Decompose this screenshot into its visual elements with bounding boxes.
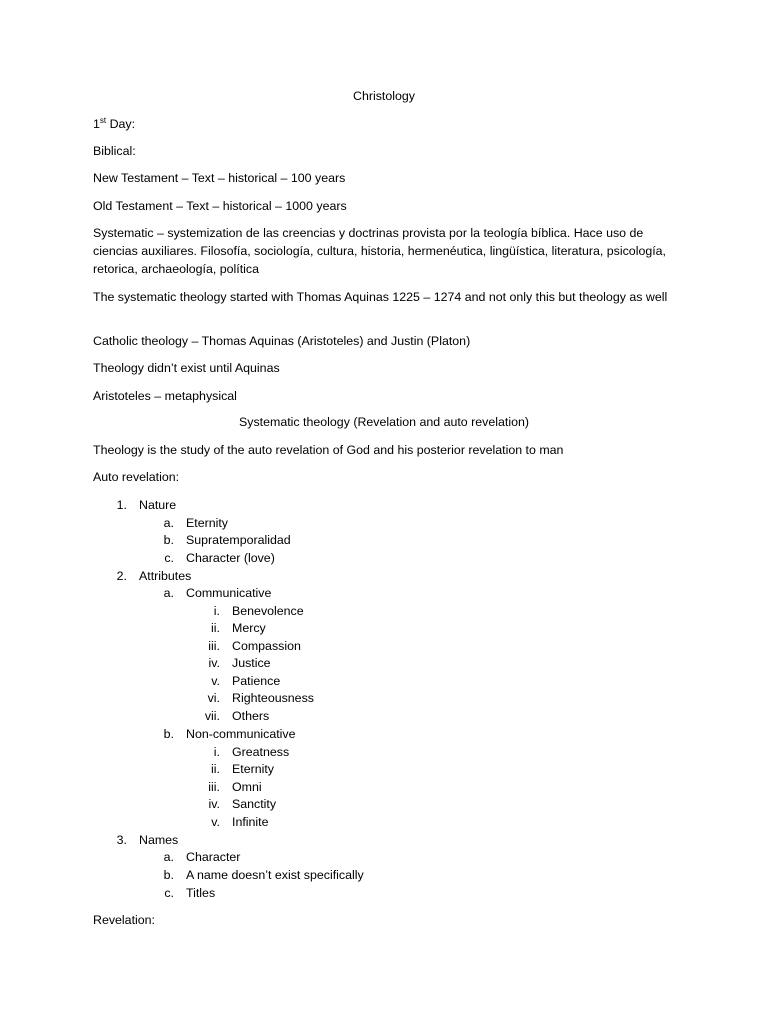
list-marker: v. bbox=[211, 674, 220, 688]
catholic-theology-line: Catholic theology – Thomas Aquinas (Aristoteles) and Justin (Platon) bbox=[93, 334, 471, 348]
aquinas-paragraph: The systematic theology started with Thomas Aquinas 1225 – 1274 and not only this but theology as well bbox=[93, 290, 668, 304]
list-marker: a. bbox=[163, 516, 174, 530]
list-item: Communicative bbox=[186, 586, 272, 600]
list-item: Others bbox=[232, 709, 270, 723]
list-marker: iii. bbox=[208, 780, 220, 794]
list-item: Titles bbox=[186, 886, 216, 900]
list-marker: b. bbox=[163, 868, 174, 882]
aristoteles-line: Aristoteles – metaphysical bbox=[93, 389, 237, 403]
day-label: Day: bbox=[106, 117, 136, 131]
theology-definition: Theology is the study of the auto revelation of God and his posterior revelation to man bbox=[93, 443, 564, 457]
list-item: Attributes bbox=[139, 569, 192, 583]
list-item: Benevolence bbox=[232, 604, 304, 618]
page-title: Christology bbox=[353, 89, 415, 103]
list-marker: ii. bbox=[211, 762, 220, 776]
biblical-heading: Biblical: bbox=[93, 144, 136, 158]
auto-revelation-heading: Auto revelation: bbox=[93, 470, 180, 484]
list-marker: vii. bbox=[204, 709, 220, 723]
list-marker: b. bbox=[163, 727, 174, 741]
list-item: Nature bbox=[139, 498, 177, 512]
list-item: Omni bbox=[232, 780, 262, 794]
list-item: Eternity bbox=[186, 516, 229, 530]
list-item: Supratemporalidad bbox=[186, 533, 291, 547]
list-marker: b. bbox=[163, 533, 174, 547]
list-item: Greatness bbox=[232, 745, 290, 759]
list-item: Character bbox=[186, 850, 241, 864]
new-testament-line: New Testament – Text – historical – 100 years bbox=[93, 171, 346, 185]
list-marker: vi. bbox=[207, 691, 220, 705]
list-item: Sanctity bbox=[232, 797, 277, 811]
list-item: Non-communicative bbox=[186, 727, 296, 741]
list-marker: 2. bbox=[116, 569, 127, 583]
systematic-subheading: Systematic theology (Revelation and auto revelation) bbox=[239, 415, 529, 429]
list-marker: 3. bbox=[116, 833, 127, 847]
list-marker: 1. bbox=[116, 498, 127, 512]
day-number: 1 bbox=[93, 117, 100, 131]
revelation-heading: Revelation: bbox=[93, 913, 155, 927]
list-item: Mercy bbox=[232, 621, 266, 635]
list-item: Names bbox=[139, 833, 179, 847]
list-marker: i. bbox=[213, 604, 220, 618]
list-marker: a. bbox=[163, 850, 174, 864]
day-suffix: st bbox=[99, 115, 107, 125]
list-marker: ii. bbox=[211, 621, 220, 635]
list-marker: a. bbox=[163, 586, 174, 600]
day-heading bbox=[93, 116, 135, 132]
list-item: Infinite bbox=[232, 815, 269, 829]
list-item: Patience bbox=[232, 674, 281, 688]
list-item: Compassion bbox=[232, 639, 301, 653]
list-item: Eternity bbox=[232, 762, 275, 776]
list-marker: v. bbox=[211, 815, 220, 829]
list-item: Righteousness bbox=[232, 691, 314, 705]
list-marker: i. bbox=[213, 745, 220, 759]
list-marker: c. bbox=[164, 886, 174, 900]
theology-didnt-exist-line: Theology didn’t exist until Aquinas bbox=[93, 361, 280, 375]
old-testament-line: Old Testament – Text – historical – 1000 years bbox=[93, 199, 347, 213]
list-marker: iii. bbox=[208, 639, 220, 653]
list-marker: iv. bbox=[208, 797, 220, 811]
list-marker: iv. bbox=[208, 656, 220, 670]
list-item: A name doesn’t exist specifically bbox=[186, 868, 364, 882]
list-item: Justice bbox=[232, 656, 271, 670]
list-marker: c. bbox=[164, 551, 174, 565]
list-item: Character (love) bbox=[186, 551, 275, 565]
systematic-paragraph: Systematic – systemization de las creencias y doctrinas provista por la teología bíblica. Hace uso de ciencias auxiliares. Filosofía, sociología, cultura, historia, hermenéutica, lingüística, literatura, psicología, retorica, archaeología, política bbox=[93, 226, 667, 276]
